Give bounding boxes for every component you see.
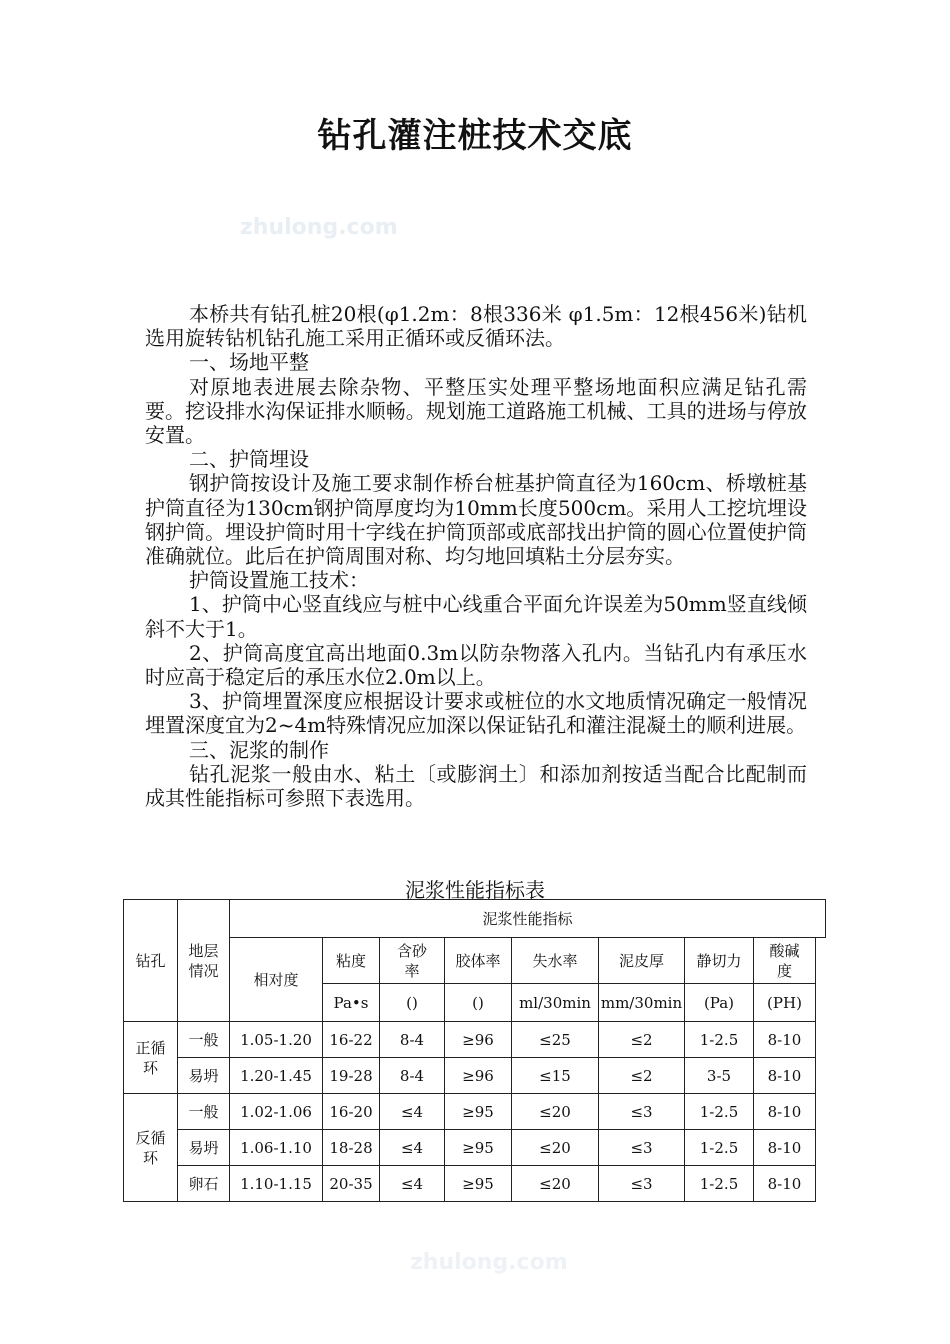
paragraph: 护筒设置施工技术： xyxy=(189,568,369,593)
value-cell: 8-10 xyxy=(754,1130,816,1166)
value-cell: ≤4 xyxy=(380,1094,445,1130)
value-cell: 8-4 xyxy=(380,1022,445,1058)
watermark: zhulong.com xyxy=(410,1250,568,1275)
document-body xyxy=(145,302,807,810)
header-unit: (Pa) xyxy=(685,984,754,1022)
value-cell: ≤3 xyxy=(599,1130,685,1166)
value-cell: 1-2.5 xyxy=(685,1130,754,1166)
header-col: 相对度 xyxy=(230,938,323,1022)
paragraph: 对原地表进展去除杂物、平整压实处理平整场地面积应满足钻孔需要。挖设排水沟保证排水顺畅。规划施工道路施工机械、工具的进场与停放安置。 xyxy=(145,374,807,448)
value-cell: 1-2.5 xyxy=(685,1166,754,1202)
group-label: 正循环 xyxy=(124,1022,178,1094)
header-col: 含砂率 xyxy=(380,938,445,984)
header-layer: 地层情况 xyxy=(178,900,230,1022)
header-unit: () xyxy=(380,984,445,1022)
table-row xyxy=(124,1022,826,1058)
value-cell: ≤3 xyxy=(599,1166,685,1202)
header-col: 胶体率 xyxy=(445,938,512,984)
header-group: 泥浆性能指标 xyxy=(230,900,826,938)
value-cell: 1.05-1.20 xyxy=(230,1022,323,1058)
layer-cell: 一般 xyxy=(178,1094,230,1130)
header-col: 粘度 xyxy=(323,938,380,984)
value-cell: 20-35 xyxy=(323,1166,380,1202)
value-cell: ≥95 xyxy=(445,1094,512,1130)
header-unit: ml/30min xyxy=(512,984,599,1022)
value-cell: 19-28 xyxy=(323,1058,380,1094)
value-cell: ≥95 xyxy=(445,1130,512,1166)
value-cell: 1.10-1.15 xyxy=(230,1166,323,1202)
table-caption: 泥浆性能指标表 xyxy=(405,878,545,902)
value-cell: ≤2 xyxy=(599,1022,685,1058)
table-row xyxy=(124,1130,826,1166)
value-cell: ≤20 xyxy=(512,1166,599,1202)
layer-cell: 易坍 xyxy=(178,1130,230,1166)
value-cell: ≥96 xyxy=(445,1058,512,1094)
value-cell: ≤25 xyxy=(512,1022,599,1058)
value-cell: 8-10 xyxy=(754,1166,816,1202)
value-cell: 16-22 xyxy=(323,1022,380,1058)
paragraph: 1、护筒中心竖直线应与桩中心线重合平面允许误差为50mm竖直线倾斜不大于1。 xyxy=(145,592,807,641)
value-cell: 1.06-1.10 xyxy=(230,1130,323,1166)
value-cell: ≤3 xyxy=(599,1094,685,1130)
value-cell: ≤2 xyxy=(599,1058,685,1094)
watermark: zhulong.com xyxy=(240,215,398,240)
value-cell: 1.02-1.06 xyxy=(230,1094,323,1130)
header-col: 酸碱度 xyxy=(754,938,816,984)
value-cell: ≤4 xyxy=(380,1166,445,1202)
value-cell: ≥95 xyxy=(445,1166,512,1202)
paragraph: 3、护筒埋置深度应根据设计要求或桩位的水文地质情况确定一般情况埋置深度宜为2~4m特殊情况应加深以保证钻孔和灌注混凝土的顺利进展。 xyxy=(145,689,807,738)
value-cell: ≤20 xyxy=(512,1094,599,1130)
header-col: 泥皮厚 xyxy=(599,938,685,984)
table-row xyxy=(124,1094,826,1130)
value-cell: ≤15 xyxy=(512,1058,599,1094)
layer-cell: 一般 xyxy=(178,1022,230,1058)
value-cell: ≥96 xyxy=(445,1022,512,1058)
value-cell: 1.20-1.45 xyxy=(230,1058,323,1094)
group-label: 反循环 xyxy=(124,1094,178,1202)
header-unit: () xyxy=(445,984,512,1022)
header-unit: (PH) xyxy=(754,984,816,1022)
value-cell: 8-4 xyxy=(380,1058,445,1094)
document-title: 钻孔灌注桩技术交底 xyxy=(317,116,633,156)
value-cell: ≤20 xyxy=(512,1130,599,1166)
header-col: 静切力 xyxy=(685,938,754,984)
header-unit: mm/30min xyxy=(599,984,685,1022)
value-cell: 8-10 xyxy=(754,1058,816,1094)
section-heading: 一、场地平整 xyxy=(189,350,309,375)
paragraph: 钻孔泥浆一般由水、粘土〔或膨润土〕和添加剂按适当配合比配制而成其性能指标可参照下表选用。 xyxy=(145,761,807,811)
layer-cell: 卵石 xyxy=(178,1166,230,1202)
paragraph: 本桥共有钻孔桩20根(φ1.2m：8根336米 φ1.5m：12根456米)钻机选用旋转钻机钻孔施工采用正循环或反循环法。 xyxy=(145,302,807,351)
layer-cell: 易坍 xyxy=(178,1058,230,1094)
paragraph: 2、护筒高度宜高出地面0.3m以防杂物落入孔内。当钻孔内有承压水时应高于稳定后的承压水位2.0m以上。 xyxy=(145,640,807,690)
table-row xyxy=(124,1166,826,1202)
header-drill: 钻孔 xyxy=(124,900,178,1022)
value-cell: 8-10 xyxy=(754,1022,816,1058)
paragraph: 钢护筒按设计及施工要求制作桥台桩基护筒直径为160cm、桥墩桩基护筒直径为130cm钢护筒厚度均为10mm长度500cm。采用人工挖坑埋设钢护筒。埋设护筒时用十字线在护筒顶部或底部找出护筒的圆心位置使护筒准确就位。此后在护筒周围对称、均匀地回填粘土分层夯实。 xyxy=(145,471,807,569)
value-cell: 8-10 xyxy=(754,1094,816,1130)
table-row xyxy=(124,1058,826,1094)
section-heading: 二、护筒埋设 xyxy=(189,447,309,472)
section-heading: 三、泥浆的制作 xyxy=(189,737,329,762)
value-cell: 3-5 xyxy=(685,1058,754,1094)
value-cell: 1-2.5 xyxy=(685,1094,754,1130)
mud-performance-table xyxy=(123,899,826,1202)
value-cell: 18-28 xyxy=(323,1130,380,1166)
header-col: 失水率 xyxy=(512,938,599,984)
value-cell: 1-2.5 xyxy=(685,1022,754,1058)
value-cell: ≤4 xyxy=(380,1130,445,1166)
value-cell: 16-20 xyxy=(323,1094,380,1130)
header-unit: Pa•s xyxy=(323,984,380,1022)
